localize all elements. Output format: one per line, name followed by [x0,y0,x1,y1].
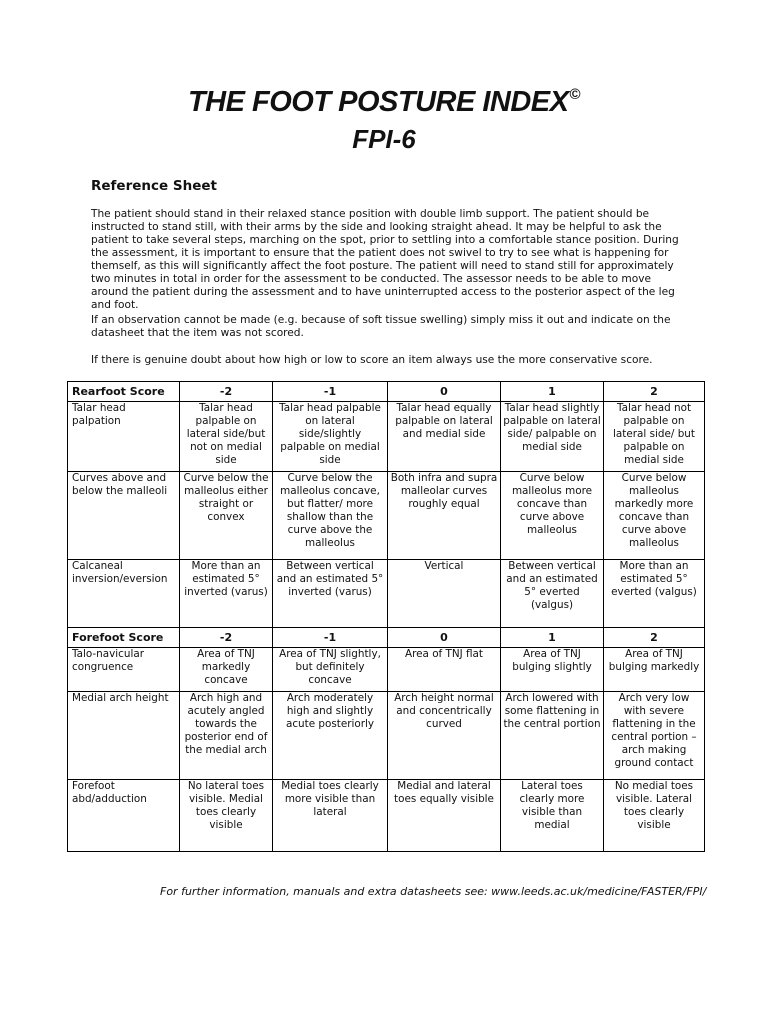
table-row [68,780,705,852]
footer-note: For further information, manuals and extra datasheets see: www.leeds.ac.uk/medicine/FASTER/FPI/ [160,885,707,898]
table-row [68,560,705,628]
table-cell: Arch height normal and concentrically curved [388,692,501,780]
table-cell: Medial toes clearly more visible than lateral [273,780,388,852]
document-subtitle: FPI-6 [352,124,416,154]
score-0: 0 [388,628,501,648]
row-label: Medial arch height [68,692,180,780]
table-cell: Arch moderately high and slightly acute posteriorly [273,692,388,780]
table-cell: Area of TNJ flat [388,648,501,692]
table-cell: Area of TNJ slightly, but definitely concave [273,648,388,692]
table-row [68,692,705,780]
table-cell: Curve below malleolus more concave than curve above malleolus [501,472,604,560]
score-minus-2: -2 [180,382,273,402]
table-cell: Arch lowered with some flattening in the central portion [501,692,604,780]
rearfoot-score-label: Rearfoot Score [68,382,180,402]
table-cell: Curve below malleolus markedly more concave than curve above malleolus [604,472,705,560]
score-minus-1: -1 [273,382,388,402]
title-text: THE FOOT POSTURE INDEX [187,86,569,118]
score-1: 1 [501,628,604,648]
table-cell: More than an estimated 5° inverted (varus) [180,560,273,628]
score-minus-1: -1 [273,628,388,648]
table-cell: Arch high and acutely angled towards the posterior end of the medial arch [180,692,273,780]
table-cell: Arch very low with severe flattening in the central portion – arch making ground contact [604,692,705,780]
row-label: Talo-navicular congruence [68,648,180,692]
table-cell: Curve below the malleolus concave, but flatter/ more shallow than the curve above the malleolus [273,472,388,560]
table-cell: Between vertical and an estimated 5° inverted (varus) [273,560,388,628]
table-cell: More than an estimated 5° everted (valgus) [604,560,705,628]
conservative-score-paragraph: If there is genuine doubt about how high or low to score an item always use the more conservative score. [91,354,653,366]
table-cell: Lateral toes clearly more visible than medial [501,780,604,852]
table-cell: No medial toes visible. Lateral toes clearly visible [604,780,705,852]
score-2: 2 [604,628,705,648]
table-cell: No lateral toes visible. Medial toes clearly visible [180,780,273,852]
rearfoot-header-row [68,382,705,402]
score-2: 2 [604,382,705,402]
row-label: Curves above and below the malleoli [68,472,180,560]
missing-observation-paragraph: If an observation cannot be made (e.g. because of soft tissue swelling) simply miss it out and indicate on the datasheet that the item was not scored. [91,314,671,339]
table-cell: Talar head slightly palpable on lateral side/ palpable on medial side [501,402,604,472]
table-cell: Between vertical and an estimated 5° everted (valgus) [501,560,604,628]
table-row [68,402,705,472]
table-cell: Both infra and supra malleolar curves roughly equal [388,472,501,560]
instructions-paragraph: The patient should stand in their relaxed stance position with double limb support. The patient should be instructed to stand still, with their arms by the side and looking straight ahead. It may be helpful to ask the patient to take several steps, marching on the spot, prior to settling into a comfortable stance position. During the assessment, it is important to ensure that the patient does not swivel to try to see what is happening for themself, as this will significantly affect the foot posture. The patient will need to stand still for approximately two minutes in total in order for the assessment to be conducted. The assessor needs to be able to move around the patient during the assessment and to have uninterrupted access to the posterior aspect of the leg and foot. [91,208,679,311]
row-label: Forefoot abd/adduction [68,780,180,852]
table-row [68,648,705,692]
table-cell: Area of TNJ markedly concave [180,648,273,692]
row-label: Talar head palpation [68,402,180,472]
table-cell: Medial and lateral toes equally visible [388,780,501,852]
forefoot-score-label: Forefoot Score [68,628,180,648]
table-cell: Area of TNJ bulging markedly [604,648,705,692]
table-cell: Talar head palpable on lateral side/but not on medial side [180,402,273,472]
document-title [0,86,768,119]
table-cell: Talar head equally palpable on lateral and medial side [388,402,501,472]
table-row [68,472,705,560]
table-cell: Curve below the malleolus either straight or convex [180,472,273,560]
table-cell: Talar head palpable on lateral side/slightly palpable on medial side [273,402,388,472]
reference-heading: Reference Sheet [91,178,217,194]
table-cell: Area of TNJ bulging slightly [501,648,604,692]
fpi-scoring-table [67,381,705,852]
forefoot-header-row [68,628,705,648]
score-0: 0 [388,382,501,402]
table-cell: Talar head not palpable on lateral side/ but palpable on medial side [604,402,705,472]
score-1: 1 [501,382,604,402]
row-label: Calcaneal inversion/eversion [68,560,180,628]
copyright-symbol: © [569,86,581,103]
score-minus-2: -2 [180,628,273,648]
table-cell: Vertical [388,560,501,628]
